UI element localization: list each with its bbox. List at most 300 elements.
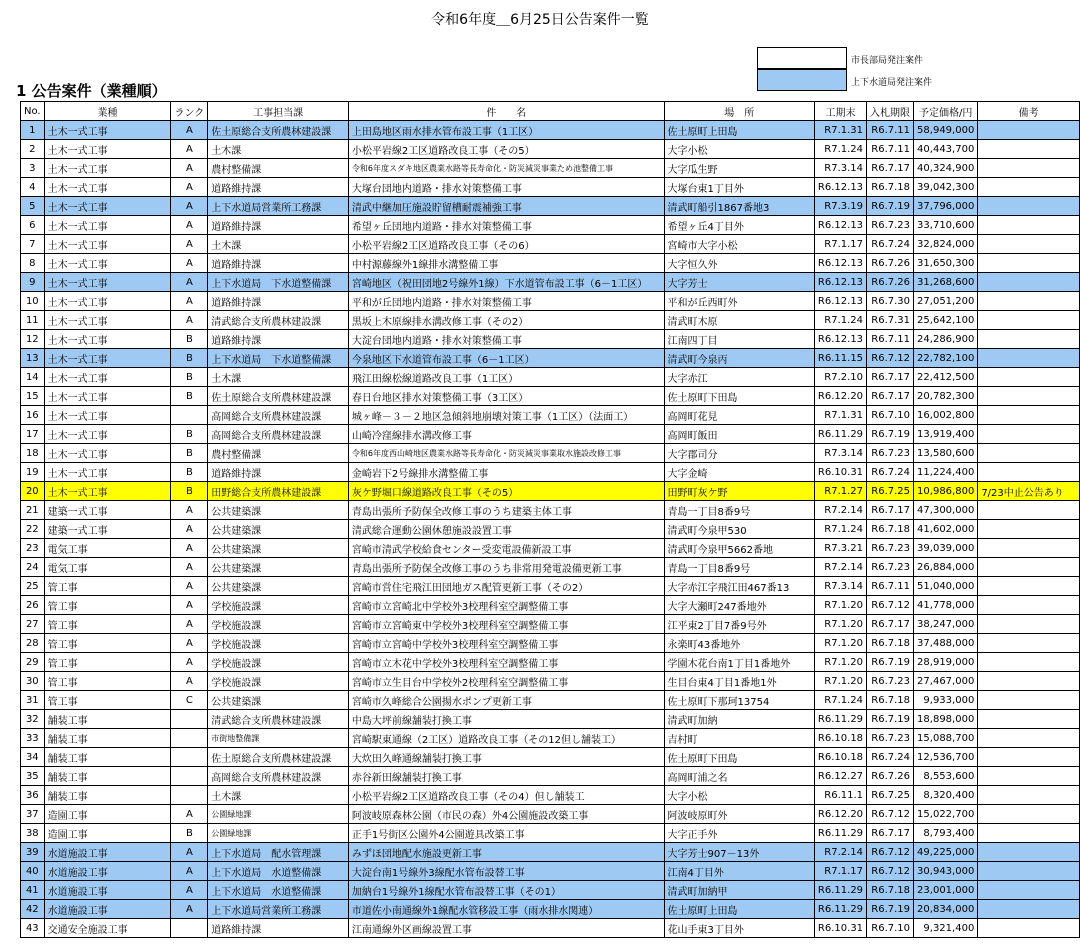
cell-rank bbox=[171, 406, 208, 425]
cell-no: 18 bbox=[21, 444, 45, 463]
cell-deadline: R6.7.17 bbox=[867, 368, 914, 387]
cell-note bbox=[978, 159, 1080, 178]
cell-no: 8 bbox=[21, 254, 45, 273]
cell-place: 佐土原町下那珂13754 bbox=[664, 691, 814, 710]
cell-place: 清武町今泉丙 bbox=[664, 349, 814, 368]
cell-type: 造園工事 bbox=[44, 824, 171, 843]
cell-place: 生目台東4丁目1番地1外 bbox=[664, 672, 814, 691]
cell-rank: A bbox=[171, 216, 208, 235]
cell-type: 土木一式工事 bbox=[44, 368, 171, 387]
cell-no: 6 bbox=[21, 216, 45, 235]
cell-deadline: R6.7.17 bbox=[867, 824, 914, 843]
cell-place: 高岡町飯田 bbox=[664, 425, 814, 444]
cell-name: 中島大坪前線舗装打換工事 bbox=[348, 710, 664, 729]
cell-no: 21 bbox=[21, 501, 45, 520]
cell-no: 42 bbox=[21, 900, 45, 919]
legend-label-water: 上下水道局発注案件 bbox=[851, 78, 933, 88]
cell-rank: B bbox=[171, 444, 208, 463]
cell-type: 土木一式工事 bbox=[44, 121, 171, 140]
cell-note bbox=[978, 615, 1080, 634]
cell-price: 13,580,600 bbox=[914, 444, 978, 463]
table-row bbox=[21, 254, 1080, 273]
cell-dept: 公共建築課 bbox=[208, 691, 349, 710]
cell-deadline: R6.7.18 bbox=[867, 178, 914, 197]
cell-rank: A bbox=[171, 900, 208, 919]
cell-type: 舗装工事 bbox=[44, 748, 171, 767]
cell-dept: 上下水道局 水道整備課 bbox=[208, 862, 349, 881]
cell-note bbox=[978, 501, 1080, 520]
cell-place: 大字小松 bbox=[664, 140, 814, 159]
header-end: 工期末 bbox=[814, 102, 866, 121]
cell-name: 城ヶ峰－３－２地区急傾斜地崩壊対策工事（1工区）（法面工） bbox=[348, 406, 664, 425]
table-row bbox=[21, 919, 1080, 938]
cell-rank: A bbox=[171, 539, 208, 558]
cell-no: 12 bbox=[21, 330, 45, 349]
table-row bbox=[21, 634, 1080, 653]
cell-name: 正手1号街区公園外4公園遊具改築工事 bbox=[348, 824, 664, 843]
cell-deadline: R6.7.30 bbox=[867, 292, 914, 311]
cell-end: R7.3.14 bbox=[814, 444, 866, 463]
cell-place: 清武町加納 bbox=[664, 710, 814, 729]
cell-end: R7.1.24 bbox=[814, 140, 866, 159]
cell-dept: 上下水道局 下水道整備課 bbox=[208, 273, 349, 292]
cell-type: 土木一式工事 bbox=[44, 254, 171, 273]
table-row bbox=[21, 672, 1080, 691]
table-row bbox=[21, 520, 1080, 539]
cell-price: 26,884,000 bbox=[914, 558, 978, 577]
cell-place: 大字恒久外 bbox=[664, 254, 814, 273]
cell-dept: 土木課 bbox=[208, 235, 349, 254]
table-row bbox=[21, 710, 1080, 729]
cell-type: 土木一式工事 bbox=[44, 482, 171, 501]
table-row bbox=[21, 425, 1080, 444]
cell-name: 小松平岩線2工区道路改良工事（その5） bbox=[348, 140, 664, 159]
cell-name: 宮崎駅東通線（2工区）道路改良工事（その12但し舗装工） bbox=[348, 729, 664, 748]
cell-price: 37,488,000 bbox=[914, 634, 978, 653]
cell-no: 9 bbox=[21, 273, 45, 292]
cell-dept: 高岡総合支所農林建設課 bbox=[208, 406, 349, 425]
table-row bbox=[21, 843, 1080, 862]
cell-place: 永楽町43番地外 bbox=[664, 634, 814, 653]
cell-end: R7.1.31 bbox=[814, 121, 866, 140]
cell-deadline: R6.7.23 bbox=[867, 558, 914, 577]
table-row bbox=[21, 159, 1080, 178]
cell-deadline: R6.7.11 bbox=[867, 121, 914, 140]
cell-end: R7.1.20 bbox=[814, 615, 866, 634]
cell-dept: 上下水道局 水道整備課 bbox=[208, 881, 349, 900]
cell-name: 灰ケ野堀口線道路改良工事（その5） bbox=[348, 482, 664, 501]
cell-price: 51,040,000 bbox=[914, 577, 978, 596]
cell-price: 47,300,000 bbox=[914, 501, 978, 520]
cell-rank: B bbox=[171, 482, 208, 501]
cell-type: 土木一式工事 bbox=[44, 197, 171, 216]
cell-no: 40 bbox=[21, 862, 45, 881]
cell-price: 22,782,100 bbox=[914, 349, 978, 368]
cell-name: 宮崎市立木花中学校外3校理科室空調整備工事 bbox=[348, 653, 664, 672]
cell-end: R6.12.13 bbox=[814, 292, 866, 311]
table-row bbox=[21, 387, 1080, 406]
cell-price: 20,834,000 bbox=[914, 900, 978, 919]
table-row bbox=[21, 729, 1080, 748]
cell-price: 11,224,400 bbox=[914, 463, 978, 482]
cell-price: 25,642,100 bbox=[914, 311, 978, 330]
cell-no: 5 bbox=[21, 197, 45, 216]
cell-rank: A bbox=[171, 159, 208, 178]
cell-note bbox=[978, 862, 1080, 881]
cell-dept: 清武総合支所農林建設課 bbox=[208, 710, 349, 729]
table-row bbox=[21, 349, 1080, 368]
cell-deadline: R6.7.19 bbox=[867, 197, 914, 216]
cell-dept: 公共建築課 bbox=[208, 501, 349, 520]
cell-name: 飛江田線松線道路改良工事（1工区） bbox=[348, 368, 664, 387]
cell-no: 23 bbox=[21, 539, 45, 558]
cell-type: 土木一式工事 bbox=[44, 292, 171, 311]
cell-rank bbox=[171, 786, 208, 805]
cell-rank: A bbox=[171, 501, 208, 520]
cell-rank: A bbox=[171, 178, 208, 197]
cell-place: 花山手東3丁目外 bbox=[664, 919, 814, 938]
cell-no: 16 bbox=[21, 406, 45, 425]
cell-note bbox=[978, 653, 1080, 672]
header-price: 予定価格/円 bbox=[914, 102, 978, 121]
cell-rank: A bbox=[171, 862, 208, 881]
table-row bbox=[21, 900, 1080, 919]
cell-dept: 上下水道局営業所工務課 bbox=[208, 197, 349, 216]
cell-end: R6.11.15 bbox=[814, 349, 866, 368]
table-row bbox=[21, 482, 1080, 501]
cell-no: 37 bbox=[21, 805, 45, 824]
cell-name: 大淀台団地内道路・排水対策整備工事 bbox=[348, 330, 664, 349]
cell-end: R7.3.21 bbox=[814, 539, 866, 558]
cell-price: 20,782,300 bbox=[914, 387, 978, 406]
cell-type: 土木一式工事 bbox=[44, 406, 171, 425]
cell-rank bbox=[171, 919, 208, 938]
cell-note bbox=[978, 710, 1080, 729]
tender-table bbox=[20, 101, 1080, 938]
cell-rank: A bbox=[171, 273, 208, 292]
cell-deadline: R6.7.17 bbox=[867, 501, 914, 520]
cell-type: 管工事 bbox=[44, 634, 171, 653]
cell-name: 清武中継加圧施設貯留槽耐震補強工事 bbox=[348, 197, 664, 216]
cell-end: R7.1.27 bbox=[814, 482, 866, 501]
cell-name: 江南通線外区画線設置工事 bbox=[348, 919, 664, 938]
cell-place: 清武町加納甲 bbox=[664, 881, 814, 900]
cell-name: 市道佐小南通線外1線配水管移設工事（雨水排水関連） bbox=[348, 900, 664, 919]
table-row bbox=[21, 539, 1080, 558]
cell-dept: 公共建築課 bbox=[208, 577, 349, 596]
table-header-row bbox=[21, 102, 1080, 121]
cell-place: 大字小松 bbox=[664, 786, 814, 805]
cell-rank: A bbox=[171, 881, 208, 900]
cell-dept: 道路維持課 bbox=[208, 330, 349, 349]
cell-place: 田野町灰ケ野 bbox=[664, 482, 814, 501]
cell-deadline: R6.7.23 bbox=[867, 672, 914, 691]
cell-end: R7.3.14 bbox=[814, 159, 866, 178]
cell-price: 58,949,000 bbox=[914, 121, 978, 140]
cell-dept: 道路維持課 bbox=[208, 463, 349, 482]
cell-name: 令和6年度スダキ地区農業水路等長寿命化・防災減災事業ため池整備工事 bbox=[348, 159, 664, 178]
cell-deadline: R6.7.19 bbox=[867, 653, 914, 672]
cell-rank: A bbox=[171, 805, 208, 824]
cell-note bbox=[978, 691, 1080, 710]
cell-no: 3 bbox=[21, 159, 45, 178]
cell-deadline: R6.7.11 bbox=[867, 140, 914, 159]
cell-dept: 学校施設課 bbox=[208, 672, 349, 691]
cell-price: 8,553,600 bbox=[914, 767, 978, 786]
table-row bbox=[21, 577, 1080, 596]
cell-rank: A bbox=[171, 672, 208, 691]
cell-type: 土木一式工事 bbox=[44, 273, 171, 292]
cell-end: R7.3.14 bbox=[814, 577, 866, 596]
cell-dept: 土木課 bbox=[208, 786, 349, 805]
cell-deadline: R6.7.25 bbox=[867, 786, 914, 805]
cell-price: 32,824,000 bbox=[914, 235, 978, 254]
cell-rank: A bbox=[171, 596, 208, 615]
cell-end: R7.1.24 bbox=[814, 691, 866, 710]
table-row bbox=[21, 292, 1080, 311]
cell-end: R6.12.20 bbox=[814, 387, 866, 406]
legend-label-mayor: 市長部局発注案件 bbox=[851, 56, 924, 66]
cell-deadline: R6.7.17 bbox=[867, 387, 914, 406]
cell-place: 清武町船引1867番地3 bbox=[664, 197, 814, 216]
cell-note bbox=[978, 672, 1080, 691]
cell-deadline: R6.7.31 bbox=[867, 311, 914, 330]
cell-price: 22,412,500 bbox=[914, 368, 978, 387]
cell-dept: 高岡総合支所農林建設課 bbox=[208, 767, 349, 786]
cell-note bbox=[978, 919, 1080, 938]
cell-place: 学園木花台南1丁目1番地外 bbox=[664, 653, 814, 672]
cell-place: 大字芳士907－13外 bbox=[664, 843, 814, 862]
table-row bbox=[21, 216, 1080, 235]
cell-deadline: R6.7.12 bbox=[867, 805, 914, 824]
cell-no: 24 bbox=[21, 558, 45, 577]
cell-end: R6.11.29 bbox=[814, 425, 866, 444]
cell-name: 今泉地区下水道管布設工事（6－1工区） bbox=[348, 349, 664, 368]
cell-place: 江平東2丁目7番9号外 bbox=[664, 615, 814, 634]
cell-place: 大字赤江字飛江田467番13 bbox=[664, 577, 814, 596]
cell-type: 建築一式工事 bbox=[44, 501, 171, 520]
cell-end: R7.1.20 bbox=[814, 653, 866, 672]
cell-end: R7.1.24 bbox=[814, 311, 866, 330]
cell-price: 49,225,000 bbox=[914, 843, 978, 862]
cell-dept: 高岡総合支所農林建設課 bbox=[208, 425, 349, 444]
cell-end: R7.2.10 bbox=[814, 368, 866, 387]
cell-end: R6.11.1 bbox=[814, 786, 866, 805]
cell-no: 33 bbox=[21, 729, 45, 748]
cell-note bbox=[978, 349, 1080, 368]
cell-deadline: R6.7.17 bbox=[867, 159, 914, 178]
cell-dept: 土木課 bbox=[208, 140, 349, 159]
cell-dept: 公共建築課 bbox=[208, 539, 349, 558]
cell-price: 15,088,700 bbox=[914, 729, 978, 748]
cell-name: 大淀台南1号線外3線配水管布設替工事 bbox=[348, 862, 664, 881]
cell-deadline: R6.7.19 bbox=[867, 710, 914, 729]
cell-dept: 道路維持課 bbox=[208, 178, 349, 197]
cell-note bbox=[978, 558, 1080, 577]
cell-note bbox=[978, 520, 1080, 539]
cell-type: 水道施設工事 bbox=[44, 900, 171, 919]
cell-type: 水道施設工事 bbox=[44, 881, 171, 900]
cell-name: みずほ団地配水施設更新工事 bbox=[348, 843, 664, 862]
cell-price: 9,933,000 bbox=[914, 691, 978, 710]
cell-end: R7.2.14 bbox=[814, 843, 866, 862]
cell-place: 大字大瀬町247番地外 bbox=[664, 596, 814, 615]
cell-end: R6.10.31 bbox=[814, 463, 866, 482]
cell-no: 36 bbox=[21, 786, 45, 805]
table-row bbox=[21, 178, 1080, 197]
cell-dept: 学校施設課 bbox=[208, 653, 349, 672]
table-row bbox=[21, 463, 1080, 482]
cell-name: 春日台地区排水対策整備工事（3工区） bbox=[348, 387, 664, 406]
header-no: No. bbox=[21, 102, 45, 121]
cell-name: 大炊田久峰通線舗装打換工事 bbox=[348, 748, 664, 767]
cell-end: R6.12.13 bbox=[814, 254, 866, 273]
cell-type: 水道施設工事 bbox=[44, 862, 171, 881]
cell-place: 青島一丁目8番9号 bbox=[664, 501, 814, 520]
cell-deadline: R6.7.19 bbox=[867, 425, 914, 444]
cell-price: 37,796,000 bbox=[914, 197, 978, 216]
cell-type: 土木一式工事 bbox=[44, 387, 171, 406]
header-place: 場 所 bbox=[664, 102, 814, 121]
cell-place: 平和が丘西町外 bbox=[664, 292, 814, 311]
cell-deadline: R6.7.18 bbox=[867, 691, 914, 710]
cell-name: 赤谷新田線舗装打換工事 bbox=[348, 767, 664, 786]
cell-note bbox=[978, 748, 1080, 767]
cell-price: 27,467,000 bbox=[914, 672, 978, 691]
cell-name: 阿波岐原森林公園（市民の森）外4公園施設改築工事 bbox=[348, 805, 664, 824]
cell-end: R6.11.29 bbox=[814, 824, 866, 843]
cell-end: R7.1.20 bbox=[814, 672, 866, 691]
cell-end: R7.2.14 bbox=[814, 558, 866, 577]
cell-dept: 公園緑地課 bbox=[208, 824, 349, 843]
cell-rank bbox=[171, 748, 208, 767]
legend-swatch-mayor bbox=[757, 47, 847, 69]
cell-end: R6.12.13 bbox=[814, 216, 866, 235]
cell-rank: B bbox=[171, 463, 208, 482]
table-row bbox=[21, 140, 1080, 159]
legend-swatch-water bbox=[757, 69, 847, 91]
cell-note bbox=[978, 254, 1080, 273]
cell-dept: 佐土原総合支所農林建設課 bbox=[208, 748, 349, 767]
cell-deadline: R6.7.12 bbox=[867, 862, 914, 881]
cell-no: 15 bbox=[21, 387, 45, 406]
table-row bbox=[21, 596, 1080, 615]
cell-name: 宮崎市立生目台中学校外2校理科室空調整備工事 bbox=[348, 672, 664, 691]
cell-deadline: R6.7.12 bbox=[867, 843, 914, 862]
cell-price: 41,602,000 bbox=[914, 520, 978, 539]
cell-rank: A bbox=[171, 577, 208, 596]
cell-rank: B bbox=[171, 330, 208, 349]
cell-name: 小松平岩線2工区道路改良工事（その6） bbox=[348, 235, 664, 254]
cell-deadline: R6.7.18 bbox=[867, 634, 914, 653]
cell-deadline: R6.7.26 bbox=[867, 767, 914, 786]
cell-place: 阿波岐原町外 bbox=[664, 805, 814, 824]
cell-note bbox=[978, 216, 1080, 235]
cell-place: 大字郡司分 bbox=[664, 444, 814, 463]
cell-place: 清武町今泉甲5662番地 bbox=[664, 539, 814, 558]
cell-deadline: R6.7.26 bbox=[867, 254, 914, 273]
cell-dept: 道路維持課 bbox=[208, 919, 349, 938]
cell-note: 7/23中止公告あり bbox=[978, 482, 1080, 501]
cell-name: 宮崎市立宮崎北中学校外3校理科室空調整備工事 bbox=[348, 596, 664, 615]
table-row bbox=[21, 767, 1080, 786]
cell-dept: 清武総合支所農林建設課 bbox=[208, 311, 349, 330]
cell-note bbox=[978, 121, 1080, 140]
cell-no: 41 bbox=[21, 881, 45, 900]
cell-deadline: R6.7.10 bbox=[867, 919, 914, 938]
cell-type: 管工事 bbox=[44, 653, 171, 672]
table-row bbox=[21, 824, 1080, 843]
cell-rank: A bbox=[171, 235, 208, 254]
cell-rank: B bbox=[171, 349, 208, 368]
cell-no: 43 bbox=[21, 919, 45, 938]
header-name: 件 名 bbox=[348, 102, 664, 121]
cell-rank: B bbox=[171, 368, 208, 387]
section-title: 1 公告案件（業種順） bbox=[16, 82, 167, 100]
cell-note bbox=[978, 406, 1080, 425]
cell-note bbox=[978, 786, 1080, 805]
cell-price: 10,986,800 bbox=[914, 482, 978, 501]
cell-no: 28 bbox=[21, 634, 45, 653]
cell-end: R6.10.18 bbox=[814, 729, 866, 748]
cell-price: 28,919,000 bbox=[914, 653, 978, 672]
page-title: 令和6年度＿6月25日公告案件一覧 bbox=[431, 12, 649, 28]
cell-price: 15,022,700 bbox=[914, 805, 978, 824]
cell-name: 宮崎地区（祝田団地2号線外1線）下水道管布設工事（6－1工区） bbox=[348, 273, 664, 292]
cell-note bbox=[978, 387, 1080, 406]
cell-name: 大塚台団地内道路・排水対策整備工事 bbox=[348, 178, 664, 197]
cell-end: R6.12.13 bbox=[814, 178, 866, 197]
cell-no: 35 bbox=[21, 767, 45, 786]
cell-dept: 公共建築課 bbox=[208, 558, 349, 577]
cell-place: 大字正手外 bbox=[664, 824, 814, 843]
cell-place: 大字芳士 bbox=[664, 273, 814, 292]
cell-name: 令和6年度西山崎地区農業水路等長寿命化・防災減災事業取水施設改修工事 bbox=[348, 444, 664, 463]
cell-name: 宮崎市久峰総合公園揚水ポンプ更新工事 bbox=[348, 691, 664, 710]
cell-dept: 道路維持課 bbox=[208, 216, 349, 235]
cell-place: 佐土原町上田島 bbox=[664, 900, 814, 919]
cell-price: 38,247,000 bbox=[914, 615, 978, 634]
header-type: 業種 bbox=[44, 102, 171, 121]
cell-type: 交通安全施設工事 bbox=[44, 919, 171, 938]
cell-end: R7.1.17 bbox=[814, 862, 866, 881]
cell-name: 加納台1号線外1線配水管布設替工事（その1） bbox=[348, 881, 664, 900]
cell-rank bbox=[171, 710, 208, 729]
cell-deadline: R6.7.24 bbox=[867, 463, 914, 482]
cell-type: 土木一式工事 bbox=[44, 159, 171, 178]
cell-place: 高岡町花見 bbox=[664, 406, 814, 425]
cell-deadline: R6.7.12 bbox=[867, 596, 914, 615]
table-row bbox=[21, 501, 1080, 520]
cell-type: 電気工事 bbox=[44, 558, 171, 577]
cell-deadline: R6.7.17 bbox=[867, 615, 914, 634]
cell-deadline: R6.7.10 bbox=[867, 406, 914, 425]
table-row bbox=[21, 368, 1080, 387]
cell-deadline: R6.7.19 bbox=[867, 900, 914, 919]
cell-type: 水道施設工事 bbox=[44, 843, 171, 862]
cell-no: 29 bbox=[21, 653, 45, 672]
table-row bbox=[21, 691, 1080, 710]
cell-no: 22 bbox=[21, 520, 45, 539]
cell-type: 舗装工事 bbox=[44, 786, 171, 805]
cell-place: 青島一丁目8番9号 bbox=[664, 558, 814, 577]
cell-rank: A bbox=[171, 197, 208, 216]
cell-price: 12,536,700 bbox=[914, 748, 978, 767]
cell-deadline: R6.7.24 bbox=[867, 748, 914, 767]
cell-place: 大字赤江 bbox=[664, 368, 814, 387]
cell-end: R6.12.13 bbox=[814, 330, 866, 349]
cell-place: 佐土原町上田島 bbox=[664, 121, 814, 140]
